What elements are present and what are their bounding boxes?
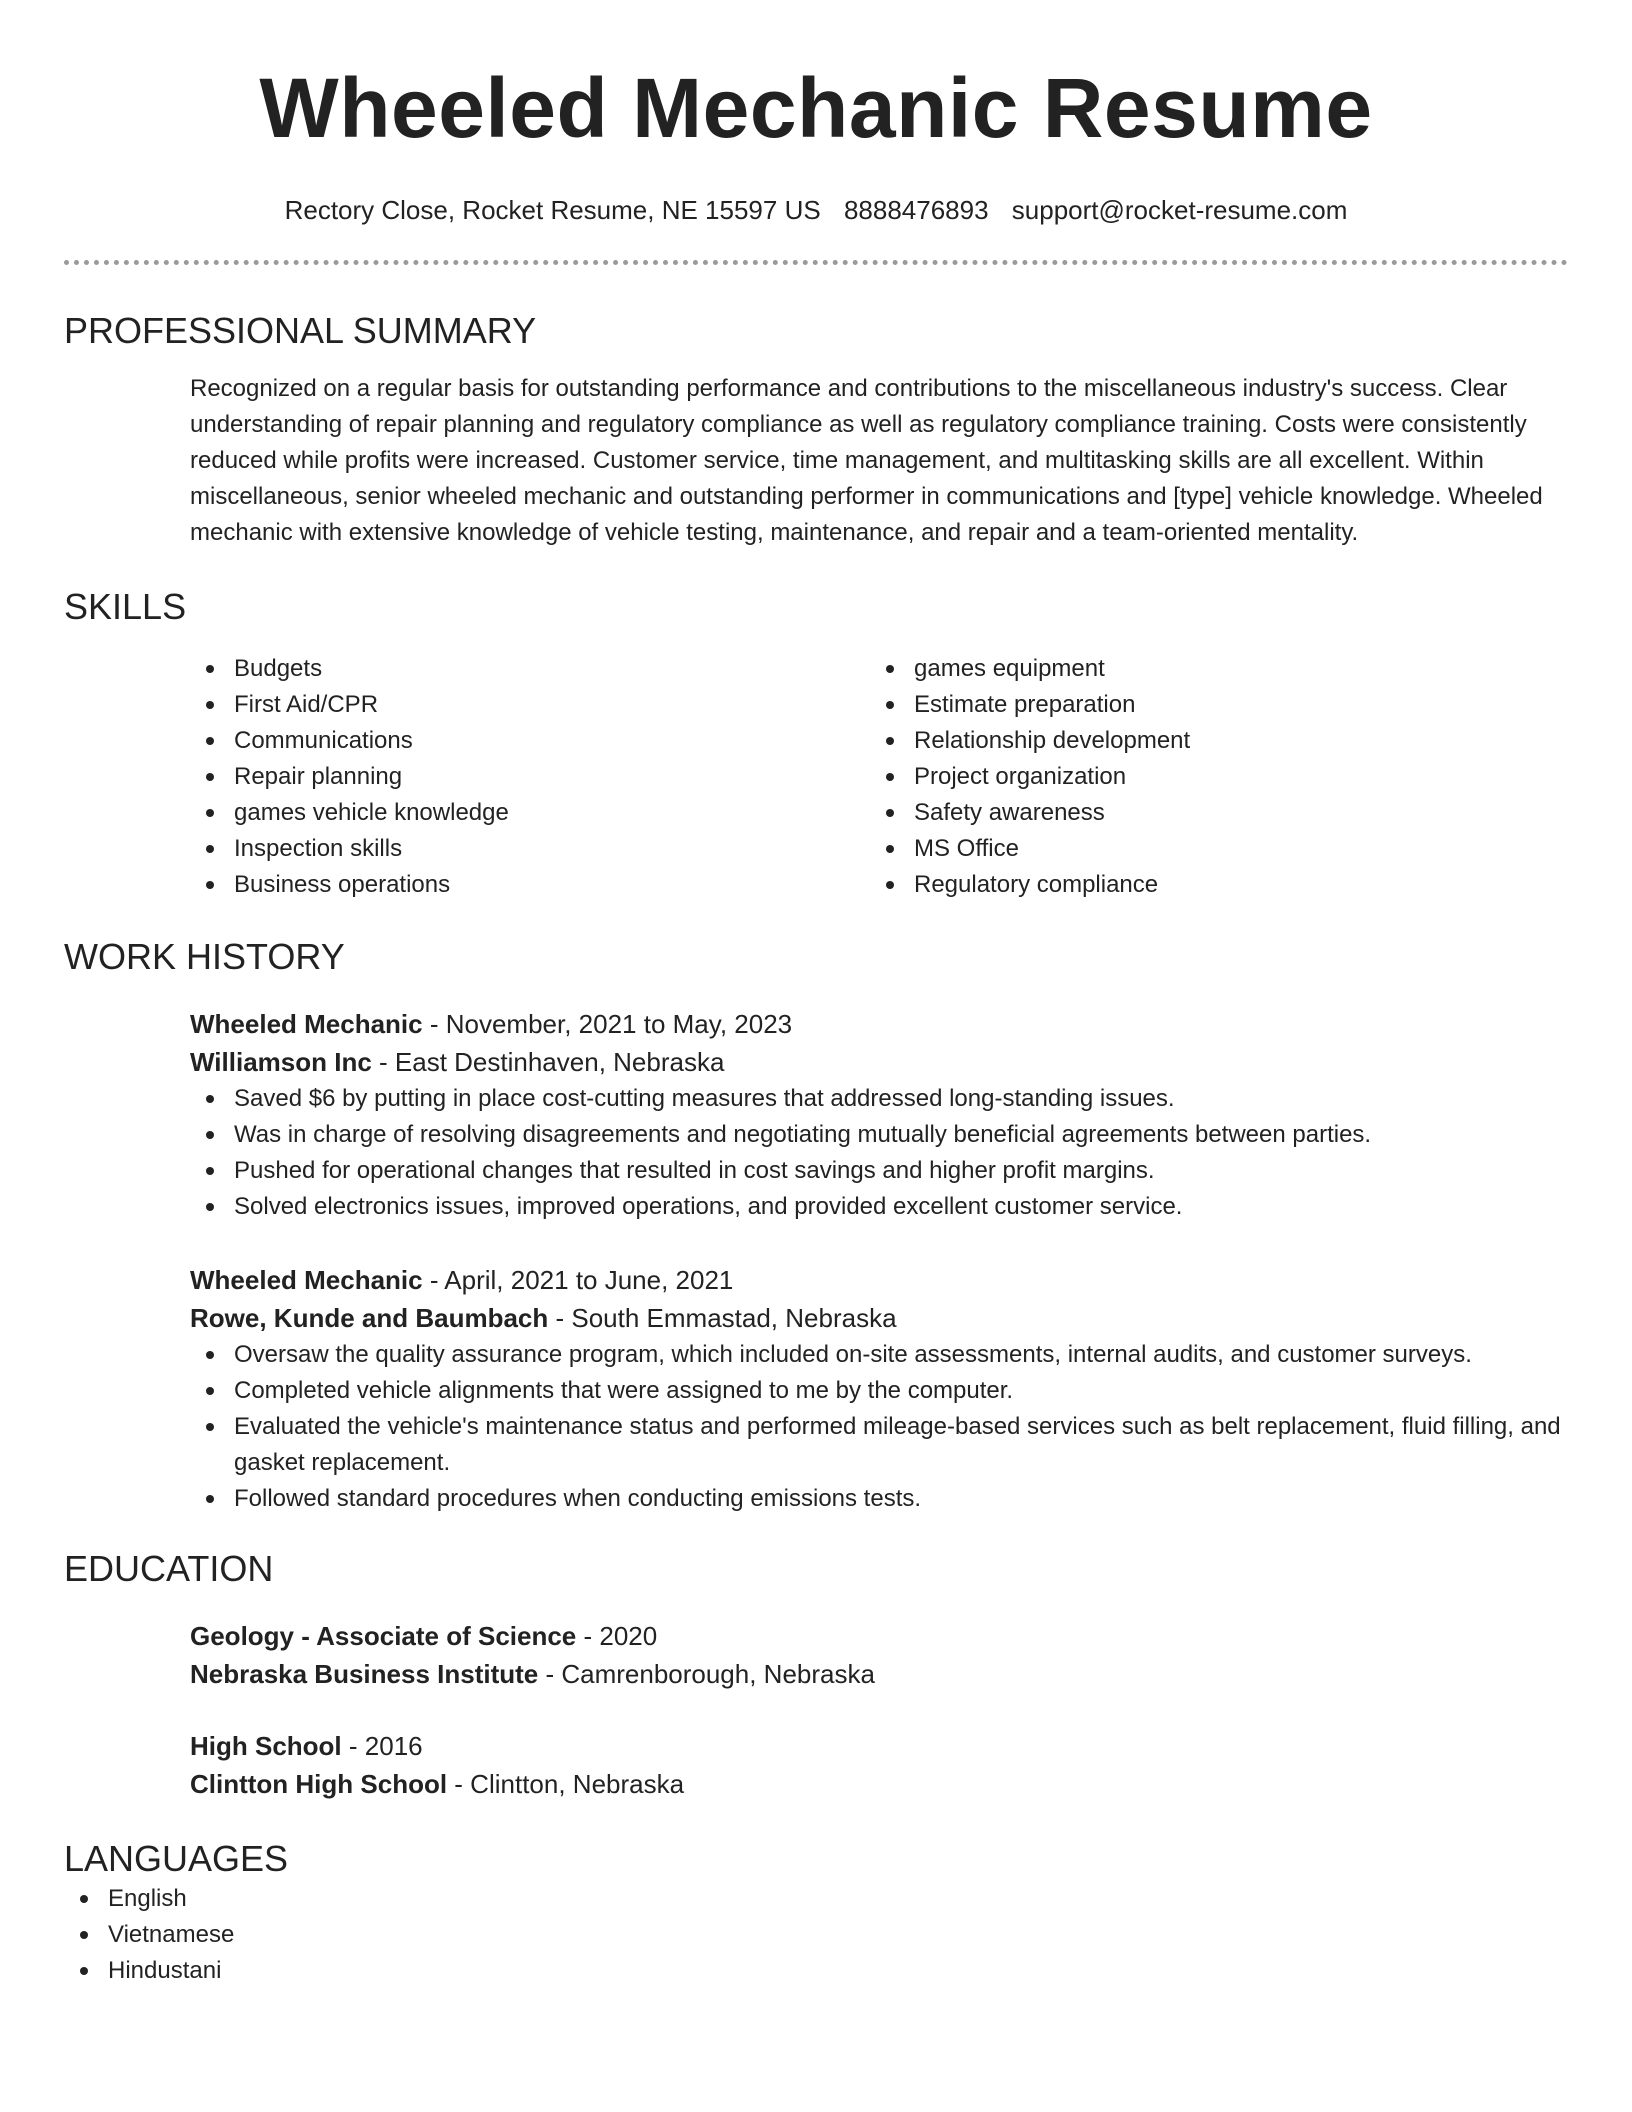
- job-duties: [190, 1337, 1568, 1517]
- education-heading: EDUCATION: [64, 1548, 274, 1589]
- education-location: - Clintton, Nebraska: [447, 1769, 685, 1799]
- bullet-icon: [206, 1387, 214, 1395]
- bullet-icon: [206, 1203, 214, 1211]
- bullet-icon: [886, 665, 894, 673]
- education-degree: High School: [190, 1731, 342, 1761]
- bullet-icon: [206, 1423, 214, 1431]
- resume-page: [64, 0, 1568, 1989]
- bullet-icon: [80, 1895, 88, 1903]
- job-location: - South Emmastad, Nebraska: [548, 1303, 897, 1333]
- contact-email: support@rocket-resume.com: [1011, 195, 1348, 225]
- skill-item: Repair planning: [190, 759, 870, 795]
- bullet-icon: [886, 809, 894, 817]
- bullet-icon: [80, 1967, 88, 1975]
- skill-item: Budgets: [190, 651, 870, 687]
- education-school: Nebraska Business Institute: [190, 1659, 539, 1689]
- skills-section: [64, 585, 1568, 903]
- contact-line: [64, 194, 1568, 226]
- bullet-icon: [206, 1131, 214, 1139]
- education-year: - 2020: [576, 1621, 658, 1651]
- skill-item: Business operations: [190, 867, 870, 903]
- education-year: - 2016: [341, 1731, 423, 1761]
- bullet-icon: [206, 1095, 214, 1103]
- bullet-icon: [886, 701, 894, 709]
- job-role-line: [190, 1261, 1568, 1299]
- resume-title: Wheeled Mechanic Resume: [259, 61, 1373, 155]
- skill-item: Relationship development: [870, 723, 1550, 759]
- skill-item: Project organization: [870, 759, 1550, 795]
- skill-item: Communications: [190, 723, 870, 759]
- skills-column-right: [870, 651, 1550, 903]
- languages-heading: LANGUAGES: [64, 1838, 289, 1879]
- languages-list: [64, 1881, 1568, 1989]
- skill-item: MS Office: [870, 831, 1550, 867]
- job-company-line: [190, 1043, 1568, 1081]
- language-item: Vietnamese: [64, 1917, 1568, 1953]
- summary-heading: PROFESSIONAL SUMMARY: [64, 310, 537, 351]
- job-role-line: [190, 1005, 1568, 1043]
- skill-item: games equipment: [870, 651, 1550, 687]
- education-section: [64, 1547, 1568, 1803]
- bullet-icon: [206, 881, 214, 889]
- contact-address: Rectory Close, Rocket Resume, NE 15597 US: [284, 195, 821, 225]
- education-school-line: [190, 1765, 1568, 1803]
- job-duty: Pushed for operational changes that resulted in cost savings and higher profit margins.: [190, 1153, 1568, 1189]
- bullet-icon: [206, 845, 214, 853]
- job-entry: [190, 1005, 1568, 1225]
- skills-column-left: [190, 651, 870, 903]
- bullet-icon: [886, 881, 894, 889]
- bullet-icon: [886, 737, 894, 745]
- languages-section: [64, 1837, 1568, 1989]
- contact-phone: 8888476893: [843, 195, 989, 225]
- bullet-icon: [80, 1931, 88, 1939]
- job-location: - East Destinhaven, Nebraska: [371, 1047, 725, 1077]
- job-duty: Oversaw the quality assurance program, which included on-site assessments, internal audits, and customer surveys.: [190, 1337, 1568, 1373]
- education-school: Clintton High School: [190, 1769, 448, 1799]
- bullet-icon: [886, 845, 894, 853]
- education-degree-line: [190, 1617, 1568, 1655]
- education-entry: [190, 1727, 1568, 1803]
- education-school-line: [190, 1655, 1568, 1693]
- job-duties: [190, 1081, 1568, 1225]
- job-duty: Was in charge of resolving disagreements and negotiating mutually beneficial agreements between parties.: [190, 1117, 1568, 1153]
- job-entry: [190, 1261, 1568, 1517]
- education-location: - Camrenborough, Nebraska: [538, 1659, 875, 1689]
- job-duty: Followed standard procedures when conducting emissions tests.: [190, 1481, 1568, 1517]
- job-company-line: [190, 1299, 1568, 1337]
- job-title: Wheeled Mechanic: [190, 1009, 423, 1039]
- skill-item: games vehicle knowledge: [190, 795, 870, 831]
- education-entry: [190, 1617, 1568, 1693]
- skills-heading: SKILLS: [64, 586, 187, 627]
- job-duty: Saved $6 by putting in place cost-cutting measures that addressed long-standing issues.: [190, 1081, 1568, 1117]
- bullet-icon: [206, 701, 214, 709]
- language-item: English: [64, 1881, 1568, 1917]
- job-company: Rowe, Kunde and Baumbach: [190, 1303, 549, 1333]
- job-duty: Evaluated the vehicle's maintenance status and performed mileage-based services such as belt replacement, fluid filling, and gasket replacement.: [190, 1409, 1568, 1481]
- education-degree: Geology - Associate of Science: [190, 1621, 577, 1651]
- work-history-section: [64, 935, 1568, 1517]
- job-company: Williamson Inc: [190, 1047, 372, 1077]
- bullet-icon: [206, 1351, 214, 1359]
- language-item: Hindustani: [64, 1953, 1568, 1989]
- bullet-icon: [206, 737, 214, 745]
- skill-item: Inspection skills: [190, 831, 870, 867]
- education-degree-line: [190, 1727, 1568, 1765]
- bullet-icon: [206, 1167, 214, 1175]
- job-title: Wheeled Mechanic: [190, 1265, 423, 1295]
- bullet-icon: [206, 809, 214, 817]
- skill-item: First Aid/CPR: [190, 687, 870, 723]
- skills-columns: [190, 651, 1568, 903]
- job-duty: Solved electronics issues, improved operations, and provided excellent customer service.: [190, 1189, 1568, 1225]
- summary-section: [64, 309, 1568, 551]
- bullet-icon: [206, 665, 214, 673]
- skill-item: Regulatory compliance: [870, 867, 1550, 903]
- summary-text: Recognized on a regular basis for outstanding performance and contributions to the miscellaneous industry's success. Clear understanding of repair planning and regulatory compliance as well as regulatory compliance training. Costs were consistently reduced while profits were increased. Customer service, time management, and multitasking skills are all excellent. Within miscellaneous, senior wheeled mechanic and outstanding performer in communications and [type] vehicle knowledge. Wheeled mechanic with extensive knowledge of vehicle testing, maintenance, and repair and a team-oriented mentality.: [190, 375, 1543, 546]
- bullet-icon: [206, 773, 214, 781]
- job-duty: Completed vehicle alignments that were assigned to me by the computer.: [190, 1373, 1568, 1409]
- work-history-heading: WORK HISTORY: [64, 936, 345, 977]
- bullet-icon: [206, 1495, 214, 1503]
- bullet-icon: [886, 773, 894, 781]
- skill-item: Estimate preparation: [870, 687, 1550, 723]
- job-dates: - November, 2021 to May, 2023: [422, 1009, 793, 1039]
- header-divider: [64, 260, 1568, 265]
- job-dates: - April, 2021 to June, 2021: [422, 1265, 734, 1295]
- skill-item: Safety awareness: [870, 795, 1550, 831]
